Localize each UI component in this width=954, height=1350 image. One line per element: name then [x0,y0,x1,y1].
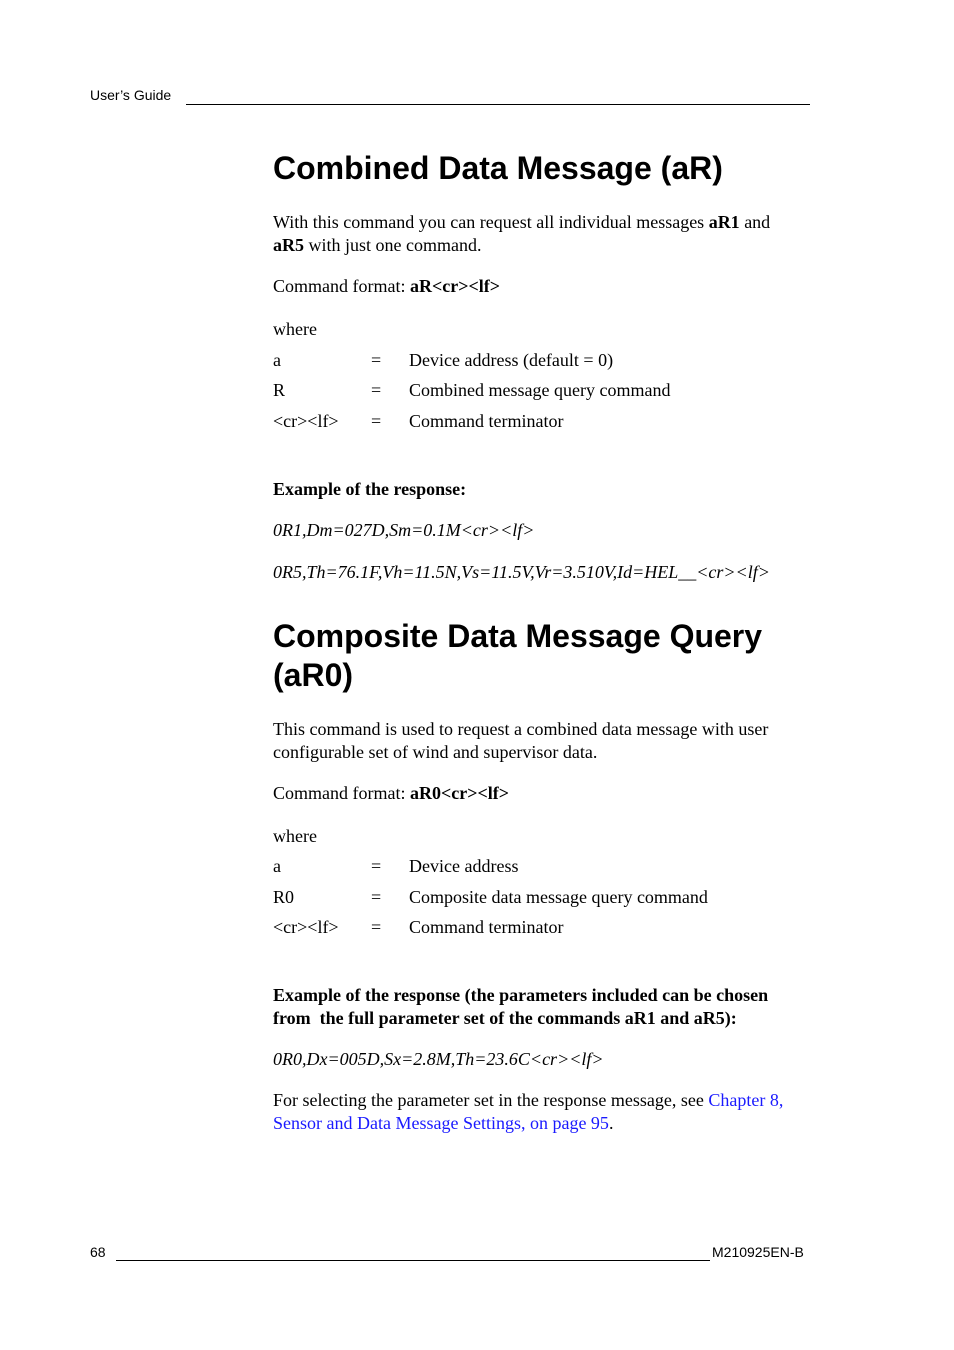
def-description: Command terminator [409,411,564,431]
section-1-command-format [273,275,828,298]
section-2-example-heading [273,984,828,1030]
def-equals: = [371,380,382,400]
chapter-8-link[interactable]: Chapter 8, [708,1090,784,1110]
sensor-settings-link[interactable]: Sensor and Data Message Settings, on page 95 [273,1113,609,1133]
example-response: 0R0,Dx=005D,Sx=2.8M,Th=23.6C<cr><lf> [273,1049,604,1069]
def-term: a [273,350,281,370]
header-rule [186,104,810,105]
def-description: Command terminator [409,917,564,937]
running-header: User’s Guide [90,87,172,103]
section-1-heading-block [273,149,828,188]
def-equals: = [371,887,382,907]
section-2-heading [273,617,828,695]
example-response: 0R5,Th=76.1F,Vh=11.5N,Vs=11.5V,Vr=3.510V,Id=HEL__<cr><lf> [273,562,770,582]
outro-text: For selecting the parameter set in the response message, see [273,1090,709,1110]
intro-text: With this command you can request all individual messages [273,212,709,232]
def-description: Combined message query command [409,380,671,400]
outro-period: . [608,1113,614,1133]
def-description: Device address (default = 0) [409,350,614,370]
section-2-intro [273,718,828,764]
section-1-heading: Combined Data Message (aR) [273,150,723,186]
intro-line: This command is used to request a combined data message with user [273,719,769,739]
def-term: a [273,856,281,876]
def-description: Composite data message query command [409,887,708,907]
section-1-example-2 [273,561,828,584]
intro-text-end: with just one command. [304,235,482,255]
command-ar1: aR1 [708,212,740,232]
def-description: Device address [409,856,519,876]
section-2-heading-block [273,617,828,695]
section-1-example-1 [273,519,828,542]
def-term: R0 [273,887,295,907]
example-response: 0R1,Dm=027D,Sm=0.1M<cr><lf> [273,520,535,540]
where-label: where [273,319,317,339]
section-1-intro [273,211,828,257]
def-equals: = [371,856,382,876]
format-label: Command format: [273,783,410,803]
def-term: R [273,380,286,400]
format-label: Command format: [273,276,410,296]
command-ar5: aR5 [273,235,304,255]
section-2-where [273,825,828,848]
heading-line: Composite Data Message Query [273,618,763,654]
example-heading: Example of the response: [273,479,467,499]
intro-text-and: and [739,212,771,232]
document-id: M210925EN-B [712,1244,804,1260]
section-2-outro [273,1089,828,1135]
example-heading-line: Example of the response (the parameters included can be chosen [273,985,769,1005]
format-value: aR0<cr><lf> [409,783,509,803]
def-equals: = [371,411,382,431]
format-value: aR<cr><lf> [409,276,500,296]
example-heading-line: from the full parameter set of the commands aR1 and aR5): [273,1008,737,1028]
page-number: 68 [90,1244,106,1260]
section-1-where [273,318,828,341]
heading-line: (aR0) [273,657,354,693]
def-equals: = [371,350,382,370]
def-equals: = [371,917,382,937]
def-term: <cr><lf> [273,917,339,937]
section-1-example-heading [273,478,828,501]
footer-rule [116,1260,710,1261]
def-term: <cr><lf> [273,411,339,431]
intro-line: configurable set of wind and supervisor data. [273,742,598,762]
section-2-command-format [273,782,828,805]
section-2-example-1 [273,1048,828,1071]
where-label: where [273,826,317,846]
